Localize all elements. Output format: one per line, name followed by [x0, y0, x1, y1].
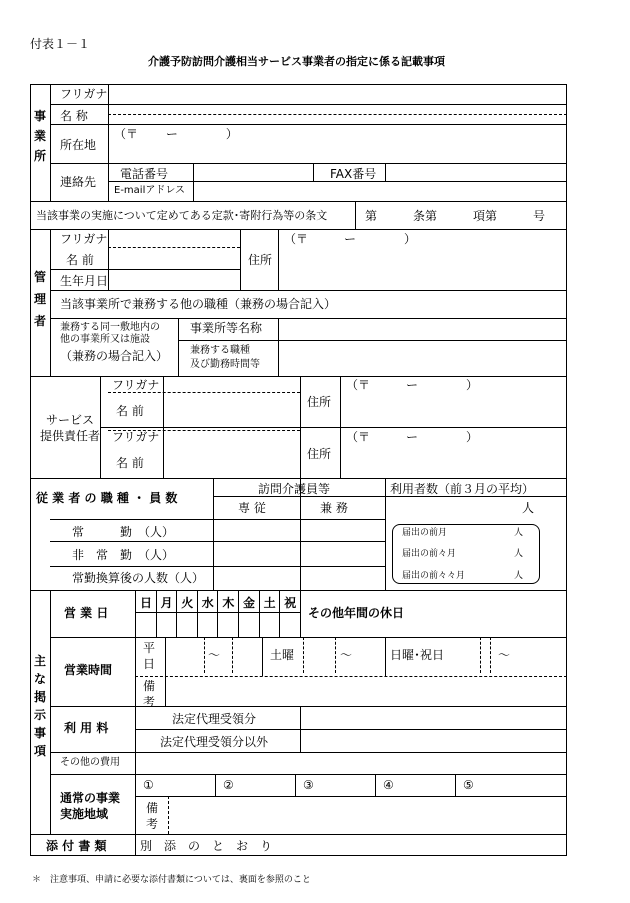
office-contact-label: 連絡先 — [60, 175, 97, 189]
sunday-tilde: ～ — [498, 648, 511, 662]
area-mark-1: ① — [143, 778, 154, 792]
weekday-label: 平 日 — [143, 641, 156, 671]
staff-row-parttime: 非 常 勤 （人） — [72, 548, 175, 562]
area-mark-4: ④ — [383, 778, 394, 792]
staff-unit-1: 人 — [514, 528, 524, 538]
fee-legal-label: 法定代理受領分 — [172, 712, 257, 726]
provider-postal-1: （〒 ー ） — [346, 378, 479, 392]
day-0: 日 — [140, 596, 153, 610]
staff-row-fulltime: 常 勤 （人） — [72, 525, 175, 539]
staff-part-label: 兼 務 — [320, 501, 348, 515]
day-3: 水 — [201, 596, 214, 610]
manager-concurrent-label: 当該事業所で兼務する他の職種（兼務の場合記入） — [60, 297, 337, 311]
manager-other-facility-label: 兼務する同一敷地内の 他の事業所又は施設 — [60, 322, 160, 345]
provider-label: サービス 提供責任者 — [40, 413, 101, 443]
fee-other-label: 法定代理受領分以外 — [160, 735, 269, 749]
articles-label: 当該事業の実施について定めてある定款･寄附行為等の条文 — [36, 209, 328, 222]
form-number: 付表１－１ — [30, 37, 91, 51]
area-remarks-label: 備 考 — [146, 801, 159, 831]
area-label: 通常の事業 実施地域 — [60, 791, 121, 821]
day-6: 土 — [263, 596, 276, 610]
provider-name-2-label: 名 前 — [116, 456, 144, 470]
manager-name-label: 名 前 — [66, 253, 94, 267]
manager-postal: （〒 ー ） — [284, 232, 417, 246]
office-email-label: E-mailアドレス — [114, 185, 186, 196]
provider-furigana-1-label: フリガナ — [112, 378, 160, 392]
staff-prev3-label: 届出の前々々月 — [402, 571, 466, 581]
holidays-label: その他年間の休日 — [308, 606, 405, 620]
sunday-label: 日曜･祝日 — [390, 648, 445, 662]
staff-visitor-label: 訪問介護員等 — [258, 482, 331, 496]
staff-full-label: 専 従 — [238, 501, 266, 515]
provider-address-2-label: 住所 — [307, 447, 332, 461]
staff-users-unit: 人 — [522, 501, 535, 515]
staff-label: 従 業 者 の 職 種 ・ 員 数 — [36, 491, 178, 505]
page-title: 介護予防訪問介護相当サービス事業者の指定に係る記載事項 — [148, 55, 445, 68]
provider-name-1-label: 名 前 — [116, 404, 144, 418]
manager-address-label: 住所 — [248, 253, 273, 267]
provider-postal-2: （〒 ー ） — [346, 430, 479, 444]
staff-prev1-label: 届出の前月 — [402, 528, 448, 538]
articles-value: 第 条第 項第 号 — [365, 209, 546, 223]
business-days-label: 営 業 日 — [64, 606, 109, 620]
attachment-label: 添 付 書 類 — [46, 839, 107, 853]
staff-unit-3: 人 — [514, 571, 524, 581]
manager-facility-name-label: 事業所等名称 — [190, 321, 263, 335]
area-mark-2: ② — [223, 778, 234, 792]
weekday-tilde: ～ — [208, 648, 221, 662]
hours-remarks-label: 備 考 — [143, 679, 156, 709]
staff-users-label: 利用者数（前３月の平均） — [390, 482, 535, 496]
office-fax-label: FAX番号 — [330, 167, 377, 181]
hours-label: 営業時間 — [64, 663, 113, 677]
manager-section-label: 管 理 者 — [34, 270, 47, 328]
main-section-label: 主 な 掲 示 事 項 — [34, 654, 47, 758]
footer-note: ＊ 注意事項、申請に必要な添付書類については、裏面を参照のこと — [32, 875, 311, 885]
fee-label: 利 用 料 — [64, 721, 109, 735]
provider-furigana-2-label: フリガナ — [112, 430, 160, 444]
area-mark-3: ③ — [303, 778, 314, 792]
form-frame — [30, 84, 567, 856]
manager-birth-label: 生年月日 — [60, 274, 109, 288]
staff-row-converted: 常勤換算後の人数（人） — [72, 571, 205, 585]
saturday-tilde: ～ — [340, 648, 353, 662]
office-name-label: 名 称 — [60, 109, 88, 123]
manager-furigana-label: フリガナ — [60, 232, 108, 246]
day-1: 月 — [160, 596, 173, 610]
day-7: 祝 — [284, 596, 297, 610]
office-furigana-label: フリガナ — [60, 87, 108, 101]
office-postal: （〒 ー ） — [114, 127, 238, 141]
day-5: 金 — [243, 596, 256, 610]
manager-duty-label: 兼務する職種 及び勤務時間等 — [190, 345, 260, 370]
other-costs-label: その他の費用 — [60, 757, 120, 768]
area-mark-5: ⑤ — [463, 778, 474, 792]
saturday-label: 土曜 — [270, 648, 295, 662]
provider-address-1-label: 住所 — [307, 395, 332, 409]
office-address-label: 所在地 — [60, 138, 97, 152]
manager-other-note: （兼務の場合記入） — [60, 349, 169, 363]
staff-unit-2: 人 — [514, 549, 524, 559]
attachment-value: 別 添 の と お り — [140, 839, 273, 853]
staff-prev2-label: 届出の前々月 — [402, 549, 457, 559]
day-2: 火 — [181, 596, 194, 610]
office-tel-label: 電話番号 — [120, 167, 169, 181]
day-4: 木 — [222, 596, 235, 610]
office-section-label: 事 業 所 — [34, 109, 47, 163]
